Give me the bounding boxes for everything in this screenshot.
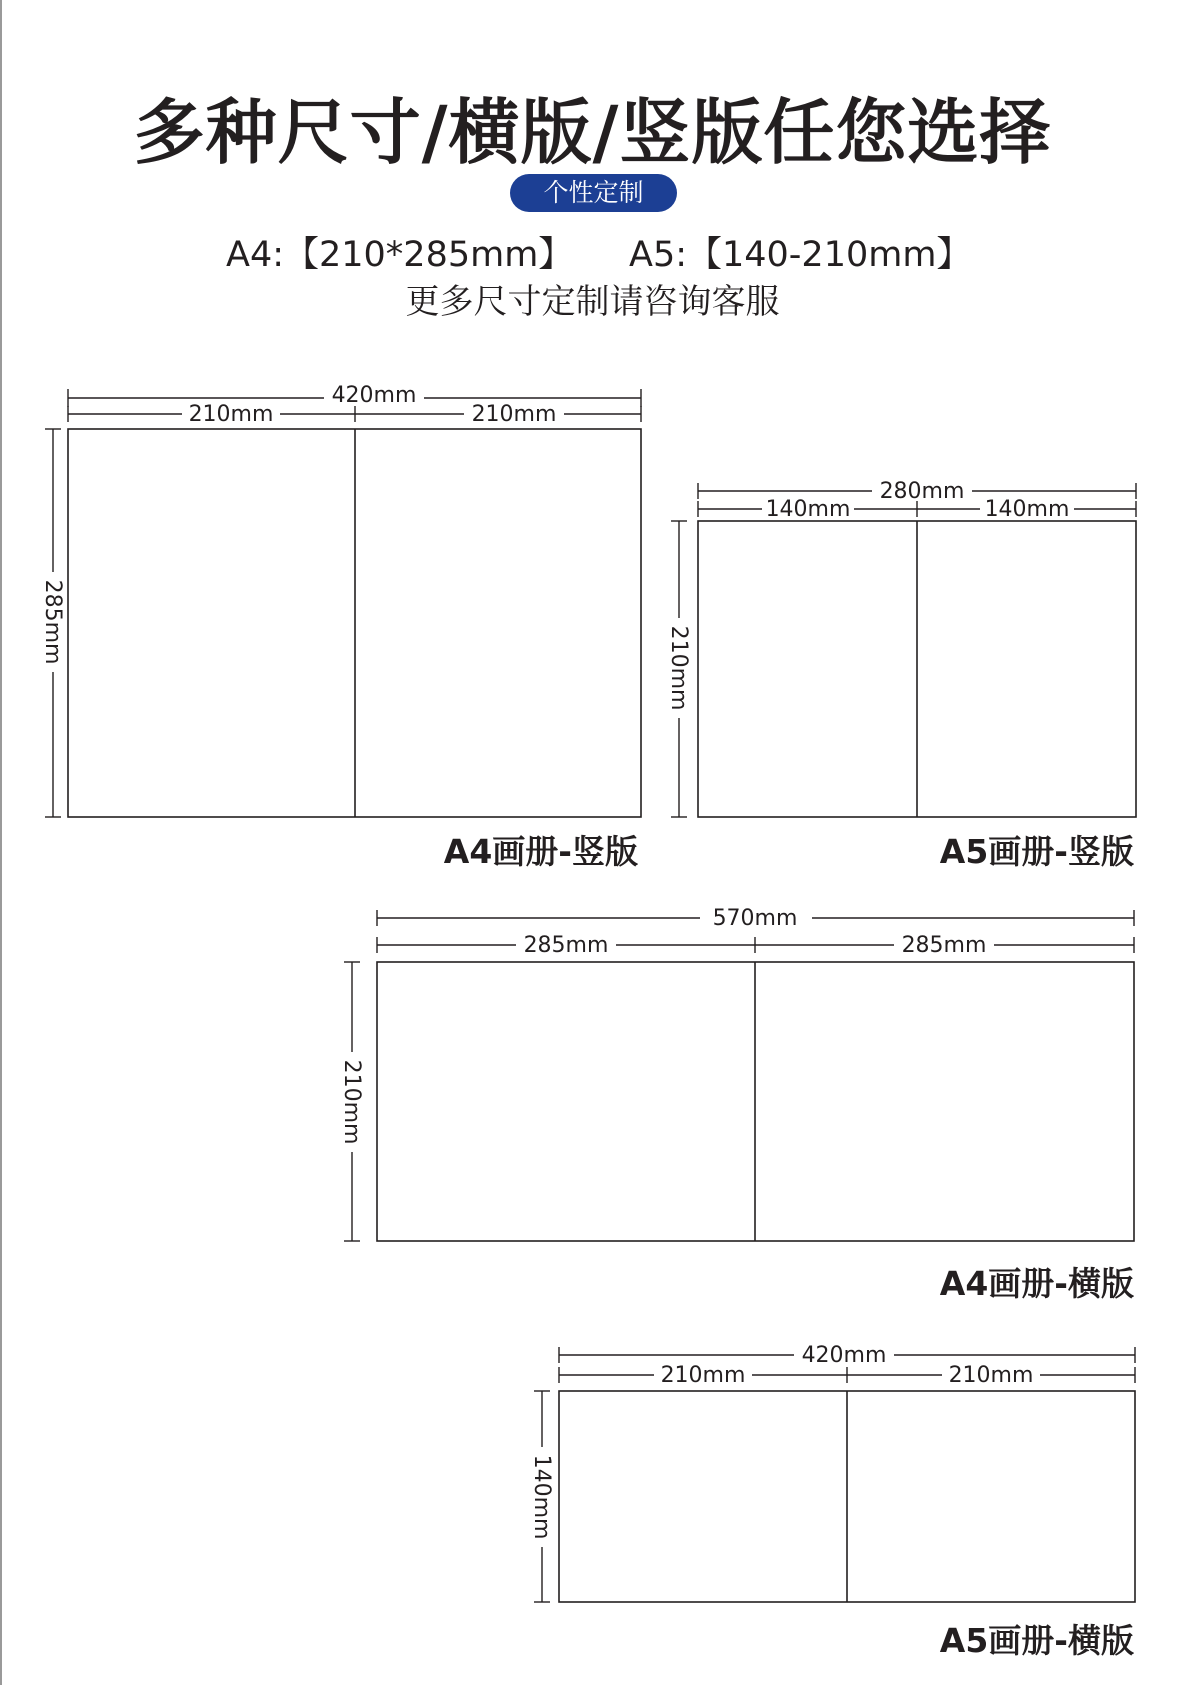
page-width-label-left: 210mm: [188, 402, 274, 427]
height-label: 210mm: [339, 1059, 364, 1145]
page-width-dimension: [559, 1367, 1135, 1383]
page-width-label-right: 210mm: [948, 1363, 1034, 1388]
page-title: 多种尺寸/横版/竖版任您选择: [133, 91, 1052, 174]
page-width-label-left: 285mm: [523, 933, 609, 958]
page-width-label-right: 140mm: [984, 497, 1070, 522]
album-a4-landscape: [339, 906, 1134, 1241]
total-width-label: 570mm: [712, 906, 798, 931]
album-a4-portrait: [40, 383, 641, 817]
custom-badge: 个性定制: [510, 174, 677, 212]
album-a5-landscape: [529, 1343, 1135, 1602]
spec-a4: A4:【210*285mm】: [226, 235, 574, 275]
page-width-dimension: [377, 937, 1134, 953]
subtitle: 更多尺寸定制请咨询客服: [405, 282, 780, 322]
page-width-dimension: [698, 501, 1136, 517]
caption-a4-portrait: A4画册-竖版: [443, 832, 638, 871]
height-label: 140mm: [529, 1454, 554, 1540]
caption-a5-landscape: A5画册-横版: [939, 1621, 1134, 1660]
height-label: 210mm: [666, 625, 691, 711]
total-width-label: 420mm: [801, 1343, 887, 1368]
height-label: 285mm: [40, 579, 65, 665]
album-a5-portrait: [666, 479, 1136, 817]
page-width-label-right: 210mm: [471, 402, 557, 427]
total-width-label: 420mm: [331, 383, 417, 408]
page-width-label-left: 210mm: [660, 1363, 746, 1388]
caption-a5-portrait: A5画册-竖版: [939, 832, 1134, 871]
page-width-label-left: 140mm: [765, 497, 851, 522]
spec-a5: A5:【140-210mm】: [629, 235, 972, 275]
page-width-label-right: 285mm: [901, 933, 987, 958]
caption-a4-landscape: A4画册-横版: [939, 1264, 1134, 1303]
total-width-label: 280mm: [879, 479, 965, 504]
